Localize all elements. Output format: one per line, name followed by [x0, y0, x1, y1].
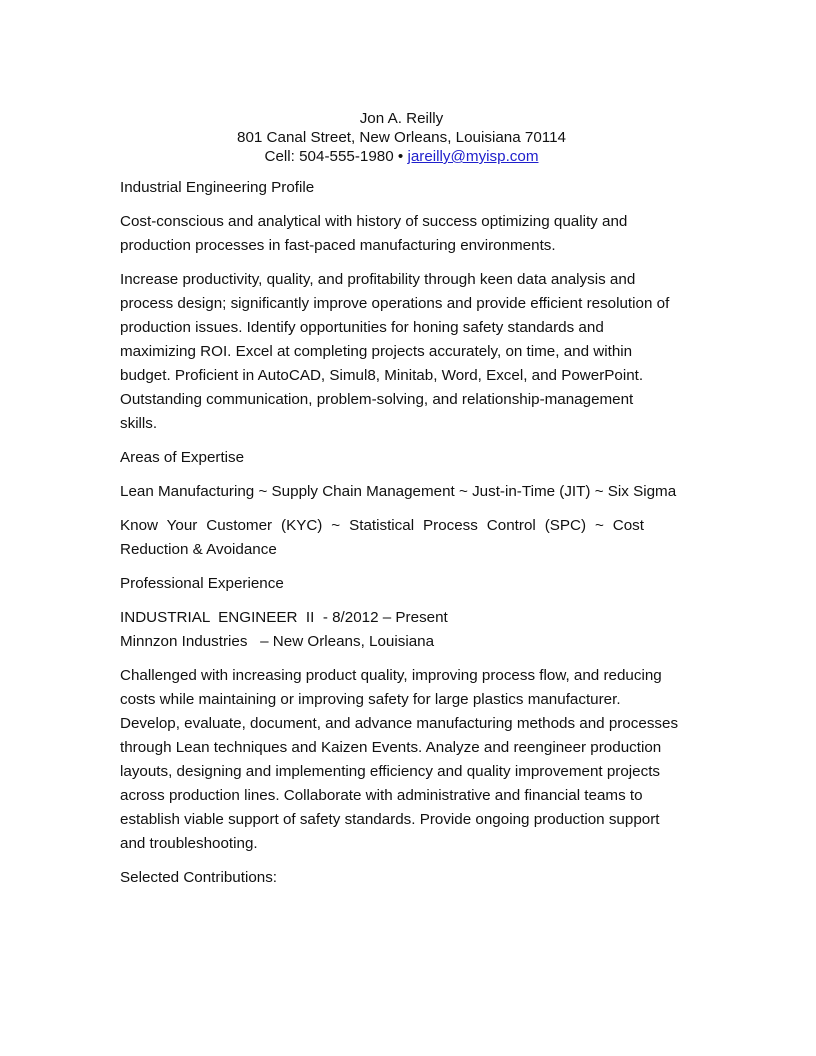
- company: Minnzon Industries – New Orleans, Louisiana: [120, 633, 435, 650]
- candidate-name: Jon A. Reilly: [359, 110, 444, 127]
- resume-page: [120, 109, 683, 900]
- expertise-line-2: Know Your Customer (KYC) ~ Statistical Process Control (SPC) ~ Cost Reduction & Avoidance: [120, 517, 644, 558]
- cell-phone: Cell: 504-555-1980 •: [264, 148, 408, 165]
- contact-line: [120, 147, 683, 166]
- contributions-heading: Selected Contributions:: [120, 869, 278, 886]
- expertise-heading: Areas of Expertise: [120, 449, 245, 466]
- profile-heading: Industrial Engineering Profile: [120, 179, 315, 196]
- job-description: Challenged with increasing product quality, improving process flow, and reducing costs while maintaining or improving safety for large plastics manufacturer. Develop, evaluate, document, and advance manufacturing methods and processes through Lean techniques and Kaizen Events. Analyze and reengineer production layouts, designing and implementing efficiency and quality improvement projects across production lines. Collaborate with administrative and financial teams to establish viable support of safety standards. Provide ongoing production support and troubleshooting.: [120, 667, 679, 852]
- contact-header: [120, 109, 683, 166]
- job-title: INDUSTRIAL ENGINEER II - 8/2012 – Present: [120, 609, 448, 626]
- address: 801 Canal Street, New Orleans, Louisiana 70114: [237, 129, 566, 146]
- job-entry: [120, 606, 683, 654]
- experience-heading: Professional Experience: [120, 575, 284, 592]
- expertise-line-1: Lean Manufacturing ~ Supply Chain Management ~ Just-in-Time (JIT) ~ Six Sigma: [120, 483, 677, 500]
- profile-summary: Cost-conscious and analytical with history of success optimizing quality and production processes in fast-paced manufacturing environments.: [120, 213, 628, 254]
- email-link[interactable]: jareilly@myisp.com: [407, 148, 539, 165]
- profile-detail: Increase productivity, quality, and profitability through keen data analysis and process design; significantly improve operations and provide efficient resolution of production issues. Identify opportunities for honing safety standards and maximizing ROI. Excel at completing projects accurately, on time, and within budget. Proficient in AutoCAD, Simul8, Minitab, Word, Excel, and PowerPoint. Outstanding communication, problem-solving, and relationship-management skills.: [120, 271, 670, 432]
